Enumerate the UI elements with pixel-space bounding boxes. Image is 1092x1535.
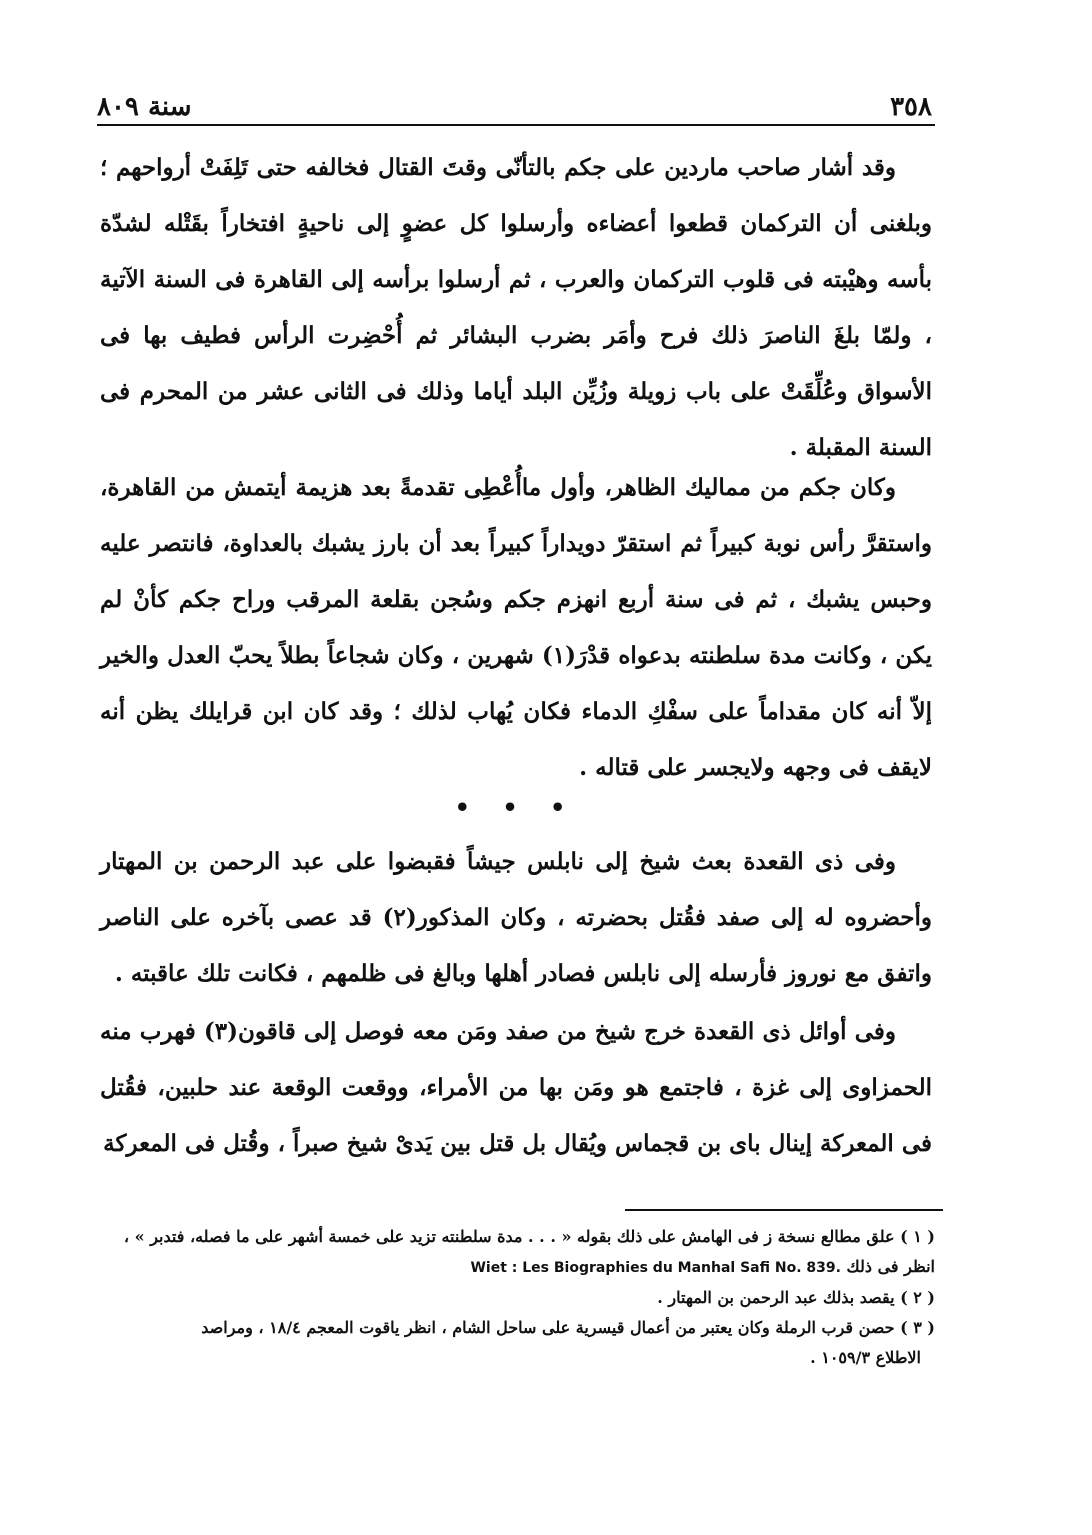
footnote-1 [100, 1222, 935, 1283]
main-text [100, 140, 932, 1172]
footnote-2: ( ٢ ) يقصد بذلك عبد الرحمن بن المهتار . [657, 1288, 935, 1307]
paragraph-1: وقد أشار صاحب ماردين على جكم بالتأنّى وقتَ القتال فخالفه حتى تَلِفَتْ أرواحهم ؛ وبلغنى أن التركمان قطعوا أعضاءه وأرسلوا كل عضوٍ إلى ناحيةٍ افتخاراً بقَتْله لشدّة بأسه وهيْبته فى قلوب التركمان والعرب ، ثم أرسلوا برأسه إلى القاهرة فى السنة الآتية ، ولمّا بلغَ الناصرَ ذلك فرح وأمَر بضرب البشائر ثم أُحْضِرت الرأس فطيف بها فى الأسواق وعُلِّقَتْ على باب زويلة وزُيِّن البلد أياما وذلك فى الثانى عشر من المحرم فى السنة المقبلة . [100, 154, 932, 461]
page-number: ٣٥٨ [890, 92, 932, 122]
section-separator: • • • [454, 793, 578, 822]
page-header [97, 78, 932, 122]
footnote-rule [625, 1209, 943, 1211]
footnote-1-reference: Wiet : Les Biographies du Manhal Safi No. 839. [470, 1260, 841, 1276]
footnote-3-continuation: الاطلاع ١٠٥٩/٣ . [810, 1348, 921, 1367]
header-rule [97, 124, 935, 126]
running-head-year: سنة ٨٠٩ [97, 92, 192, 122]
paragraph-2: وكان جكم من مماليك الظاهر، وأول ماأُعْطِى تقدمةً بعد هزيمة أيتمش من القاهرة، واستقرَّ رأس نوبة كبيراً ثم استقرّ دويداراً كبيراً بعد أن بارز يشبك بالعداوة، فانتصر عليه وحبس يشبك ، ثم فى سنة أربع انهزم جكم وسُجن بقلعة المرقب وراح جكم كأنْ لم يكن ، وكانت مدة سلطنته بدعواه قدْرَ(١) شهرين ، وكان شجاعاً بطلاً يحبّ العدل والخير إلاّ أنه كان مقداماً على سفْكِ الدماء فكان يُهاب لذلك ؛ وقد كان ابن قرايلك يظن أنه لايقف فى وجهه ولايجسر على قتاله . [100, 474, 933, 781]
paragraph-3: وفى ذى القعدة بعث شيخ إلى نابلس جيشاً فقبضوا على عبد الرحمن بن المهتار وأحضروه له إلى صفد فقُتل بحضرته ، وكان المذكور(٢) قد عصى بآخره على الناصر واتفق مع نوروز فأرسله إلى نابلس فصادر أهلها وبالغ فى ظلمهم ، فكانت تلك عاقبته . [100, 848, 932, 987]
footnotes [100, 1222, 935, 1373]
footnote-1-text: ( ١ ) علق مطالع نسخة ز فى الهامش على ذلك بقوله « . . . مدة سلطنته تزيد على خمسة أشهر على ما فصله، فتدبر » ، انظر فى ذلك [123, 1227, 935, 1276]
footnote-3: ( ٣ ) حصن قرب الرملة وكان يعتبر من أعمال قيسرية على ساحل الشام ، انظر ياقوت المعجم ١٨/٤ ، ومراصد [201, 1318, 935, 1337]
paragraph-4: وفى أوائل ذى القعدة خرج شيخ من صفد ومَن معه فوصل إلى قاقون(٣) فهرب منه الحمزاوى إلى غزة ، فاجتمع هو ومَن بها من الأمراء، ووقعت الوقعة عند حلبين، فقُتل فى المعركة إينال باى بن قجماس ويُقال بل قتل بين يَدىْ شيخ صبراً ، وقُتل فى المعركة [100, 1018, 932, 1157]
